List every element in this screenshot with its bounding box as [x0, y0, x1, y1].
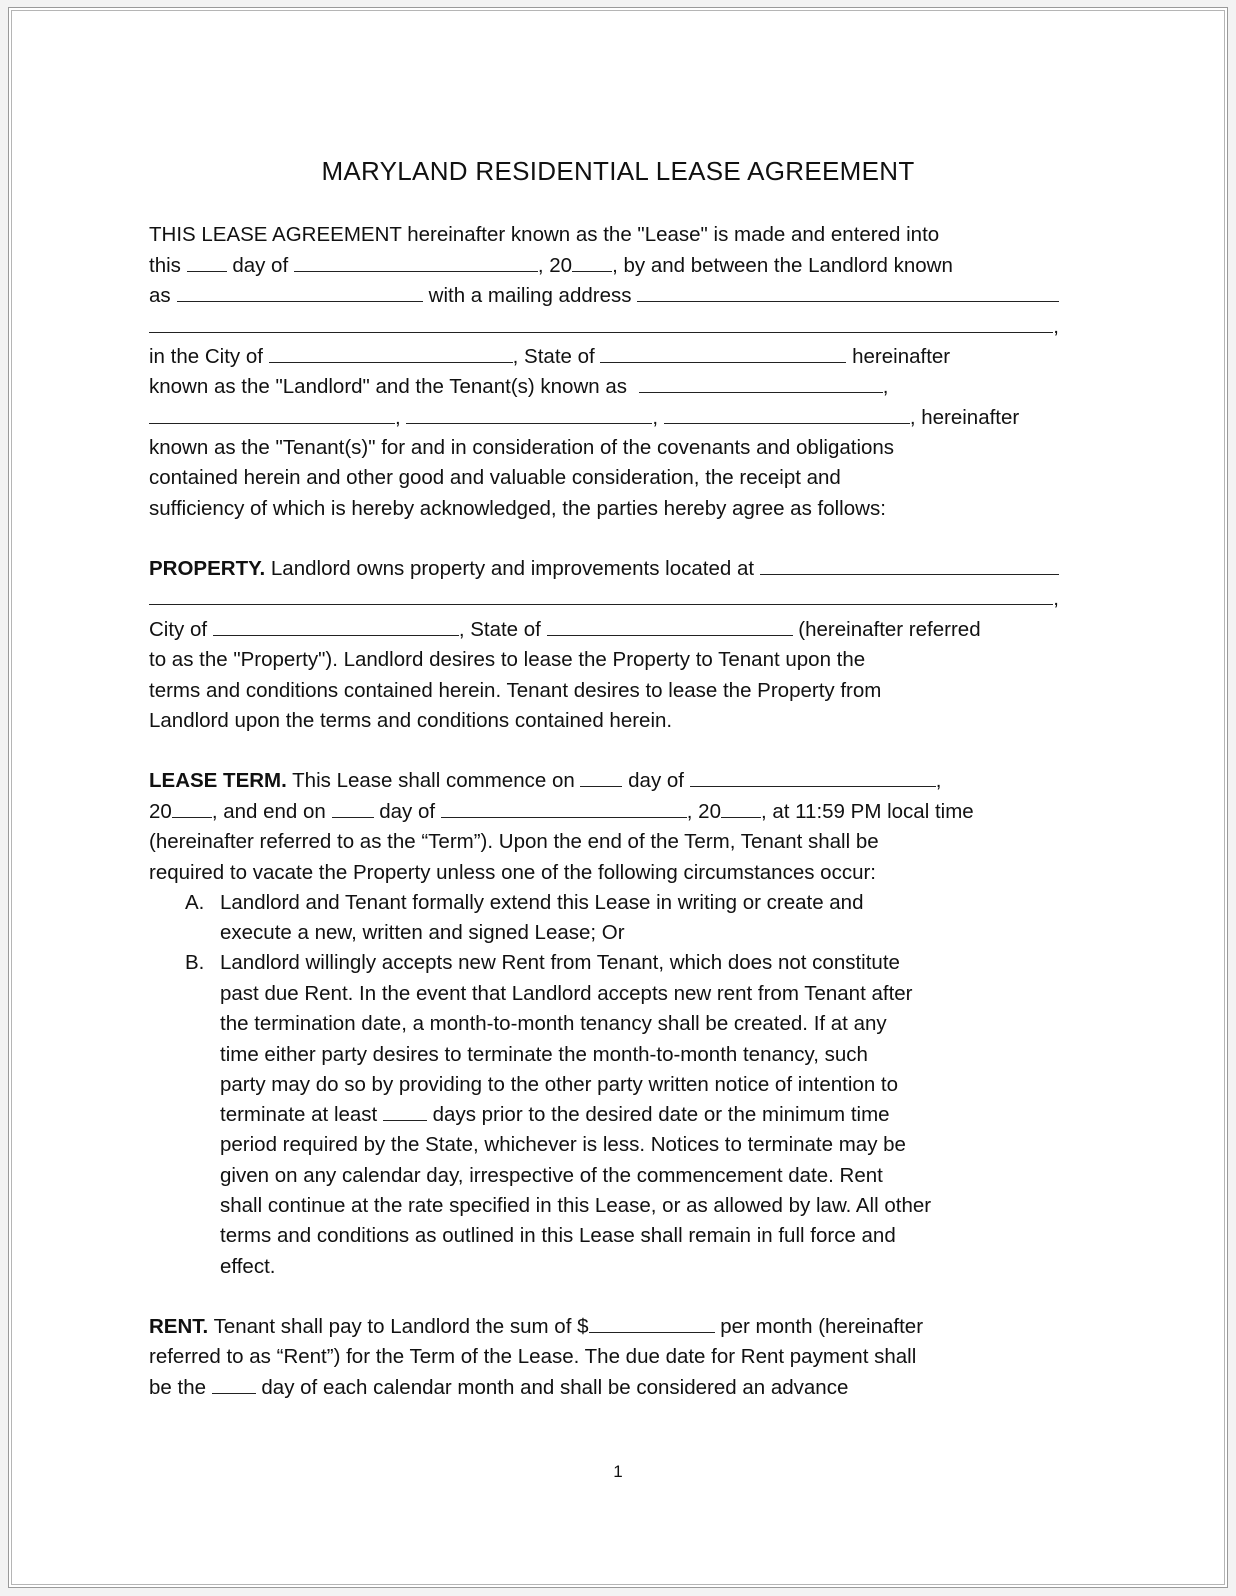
lease-term-line-1: LEASE TERM. This Lease shall commence on day of ,	[149, 766, 1059, 796]
tenant-name-blank-1[interactable]	[639, 372, 883, 393]
list-item-b-line: party may do so by providing to the other party written notice of intention to	[220, 1073, 899, 1096]
list-item-a-line: execute a new, written and signed Lease; Or	[220, 921, 625, 944]
start-year-blank[interactable]	[172, 797, 212, 818]
landlord-state-blank[interactable]	[600, 342, 846, 363]
list-item-b-line: effect.	[220, 1255, 276, 1278]
tenant-name-blank-3[interactable]	[406, 403, 652, 424]
start-month-blank[interactable]	[690, 766, 936, 787]
list-item-a-line: Landlord and Tenant formally extend this Lease in writing or create and	[220, 891, 864, 914]
property-line-4: to as the "Property"). Landlord desires to lease the Property to Tenant upon the	[149, 648, 866, 671]
month-blank[interactable]	[294, 251, 538, 272]
intro-line-1: THIS LEASE AGREEMENT hereinafter known as the "Lease" is made and entered into	[149, 223, 940, 246]
lease-term-line-2: 20 , and end on day of , 20 , at 11:59 PM local time	[149, 797, 1059, 827]
property-line-2: ,	[149, 584, 1059, 614]
property-line-3: City of , State of (hereinafter referred	[149, 615, 1059, 645]
list-item-b-line: period required by the State, whichever is less. Notices to terminate may be	[220, 1133, 906, 1156]
list-item-b-line: Landlord willingly accepts new Rent from Tenant, which does not constitute	[220, 951, 900, 974]
day-blank[interactable]	[187, 251, 227, 272]
property-city-blank[interactable]	[213, 615, 459, 636]
property-address-blank[interactable]	[760, 554, 1059, 575]
property-line-6: Landlord upon the terms and conditions contained herein.	[149, 709, 673, 732]
list-item-b-line: shall continue at the rate specified in this Lease, or as allowed by law. All other	[220, 1194, 932, 1217]
rent-line-1: RENT. Tenant shall pay to Landlord the sum of $ per month (hereinafter	[149, 1312, 1059, 1342]
rent-line-3: be the day of each calendar month and shall be considered an advance	[149, 1373, 1059, 1403]
intro-line-10: sufficiency of which is hereby acknowledged, the parties hereby agree as follows:	[149, 497, 886, 520]
end-day-blank[interactable]	[332, 797, 374, 818]
rent-heading: RENT.	[149, 1315, 209, 1338]
end-year-blank[interactable]	[721, 797, 761, 818]
property-state-blank[interactable]	[547, 615, 793, 636]
intro-line-9: contained herein and other good and valuable consideration, the receipt and	[149, 466, 841, 489]
rent-due-day-blank[interactable]	[212, 1373, 256, 1394]
intro-line-2: this day of , 20 , by and between the Landlord known	[149, 251, 1059, 281]
notice-days-blank[interactable]	[383, 1100, 427, 1121]
tenant-name-blank-2[interactable]	[149, 403, 395, 424]
intro-line-7: , , , hereinafter	[149, 403, 1059, 433]
page-number: 1	[613, 1462, 623, 1481]
document-page	[8, 7, 1228, 1588]
property-line-1: PROPERTY. Landlord owns property and improvements located at	[149, 554, 1059, 584]
list-item-b-line: time either party desires to terminate the month-to-month tenancy, such	[220, 1043, 868, 1066]
intro-line-3: as with a mailing address	[149, 281, 1059, 311]
mailing-address-blank-2[interactable]	[149, 312, 1053, 333]
property-heading: PROPERTY.	[149, 557, 266, 580]
lease-term-heading: LEASE TERM.	[149, 769, 287, 792]
list-marker-a: A.	[185, 891, 205, 914]
document-title: MARYLAND RESIDENTIAL LEASE AGREEMENT	[321, 156, 915, 186]
list-item-b-line: given on any calendar day, irrespective of the commencement date. Rent	[220, 1164, 883, 1187]
intro-line-6: known as the "Landlord" and the Tenant(s) known as ,	[149, 372, 1059, 402]
tenant-name-blank-4[interactable]	[664, 403, 910, 424]
mailing-address-blank[interactable]	[637, 281, 1059, 302]
list-item-b-line: the termination date, a month-to-month tenancy shall be created. If at any	[220, 1012, 887, 1035]
intro-line-5: in the City of , State of hereinafter	[149, 342, 1059, 372]
intro-line-8: known as the "Tenant(s)" for and in consideration of the covenants and obligations	[149, 436, 895, 459]
lease-term-line-3: (hereinafter referred to as the “Term”). Upon the end of the Term, Tenant shall be	[149, 830, 879, 853]
property-line-5: terms and conditions contained herein. Tenant desires to lease the Property from	[149, 679, 882, 702]
intro-line-4: ,	[149, 312, 1059, 342]
list-item-b-line: past due Rent. In the event that Landlord accepts new rent from Tenant after	[220, 982, 913, 1005]
landlord-city-blank[interactable]	[269, 342, 513, 363]
property-address-blank-2[interactable]	[149, 584, 1053, 605]
year-blank[interactable]	[572, 251, 612, 272]
landlord-name-blank[interactable]	[177, 281, 423, 302]
list-marker-b: B.	[185, 951, 205, 974]
list-item-b-line: terms and conditions as outlined in this Lease shall remain in full force and	[220, 1224, 896, 1247]
start-day-blank[interactable]	[580, 766, 622, 787]
end-month-blank[interactable]	[441, 797, 687, 818]
lease-term-line-4: required to vacate the Property unless one of the following circumstances occur:	[149, 861, 876, 884]
rent-line-2: referred to as “Rent”) for the Term of the Lease. The due date for Rent payment shall	[149, 1345, 917, 1368]
list-item-b-line: terminate at least days prior to the desired date or the minimum time	[220, 1100, 1059, 1130]
rent-amount-blank[interactable]	[589, 1312, 715, 1333]
